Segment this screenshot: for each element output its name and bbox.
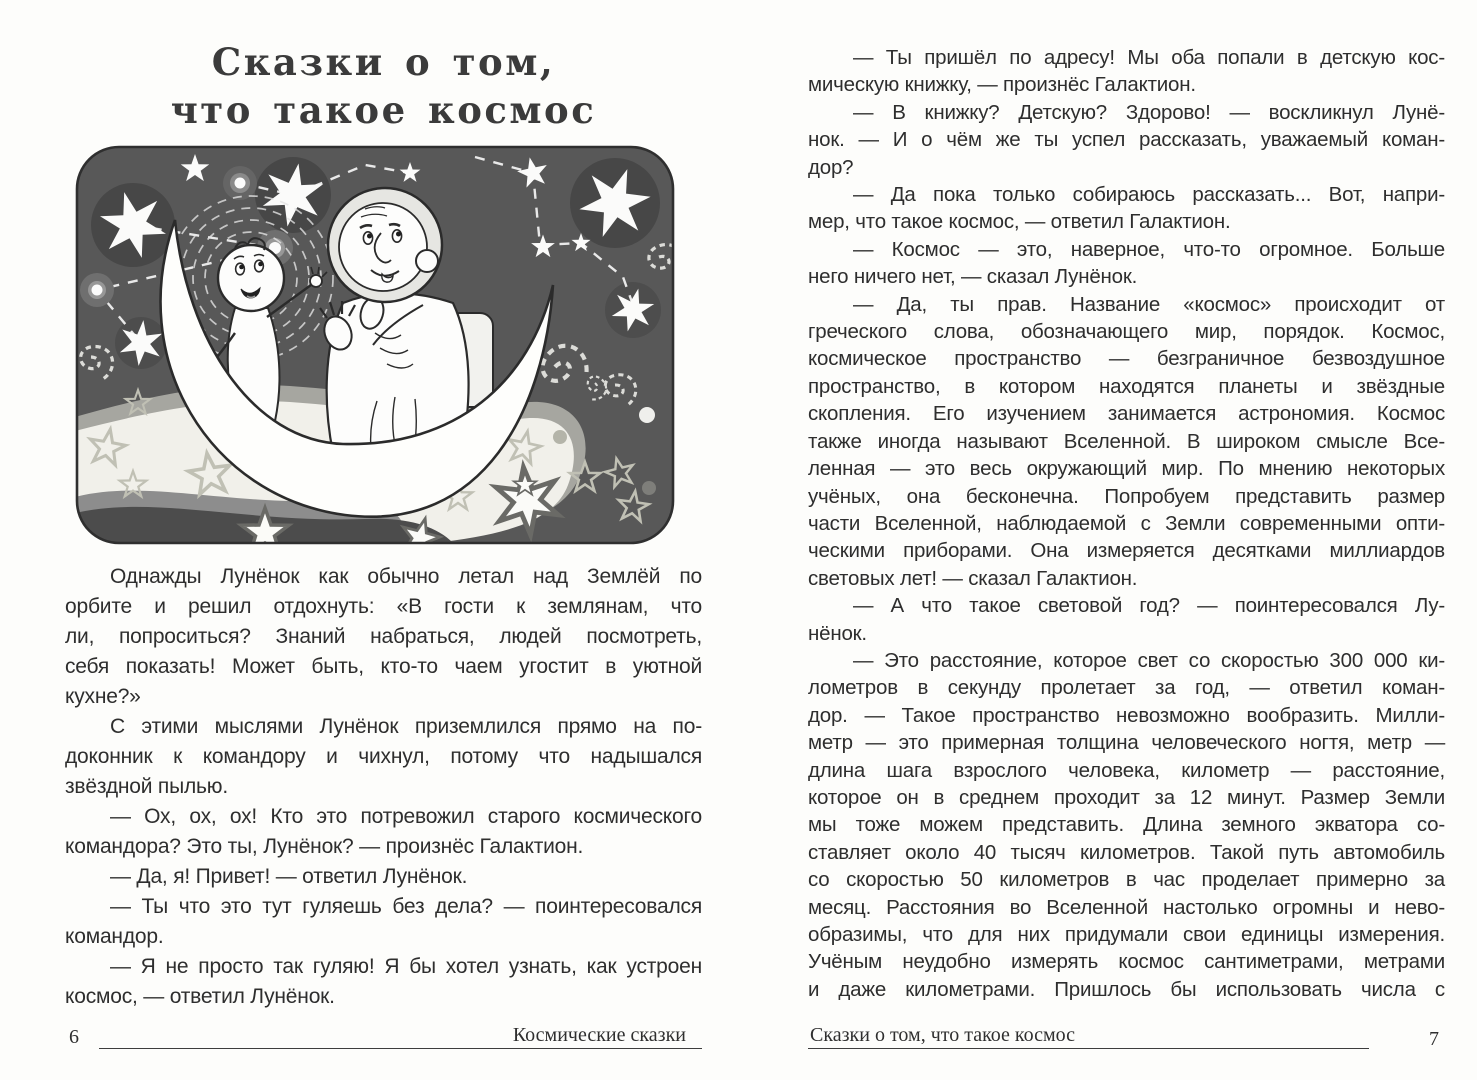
text-line: него ничего нет, — сказал Лунёнок. bbox=[808, 265, 1138, 289]
text-line: со скоростью 50 километров в час проделает примерно за bbox=[808, 868, 1445, 892]
paragraph bbox=[65, 802, 702, 862]
footer-rule-left bbox=[99, 1048, 702, 1049]
title-line-2: что такое космос bbox=[170, 88, 597, 132]
text-line: — Ты что это тут гуляешь без дела? — поинтересовался bbox=[110, 895, 702, 918]
text-line: длина шага взрослого человека, километр — расстояние, bbox=[808, 758, 1445, 782]
paragraph bbox=[808, 99, 1445, 181]
running-title-right: Сказки о том, что такое космос bbox=[810, 1024, 1076, 1046]
page-footer-left bbox=[65, 1024, 702, 1058]
story-text-left bbox=[65, 562, 702, 1012]
text-line: командора? Это ты, Лунёнок? — произнёс Галактион. bbox=[65, 835, 584, 858]
text-line: С этими мыслями Лунёнок приземлился прямо на по- bbox=[110, 715, 702, 738]
text-line: — Да, я! Привет! — ответил Лунёнок. bbox=[110, 865, 468, 888]
footer-rule-right bbox=[808, 1048, 1369, 1049]
text-line: себя показать! Может быть, кто-то чаем угостит в уютной bbox=[65, 655, 702, 678]
paragraph bbox=[65, 562, 702, 712]
text-line: нёнок. bbox=[808, 621, 867, 645]
page-number-left: 6 bbox=[69, 1026, 79, 1048]
text-line: греческого слова, обозначающего мир, порядок. Космос, bbox=[808, 320, 1445, 344]
text-line: дор? bbox=[808, 155, 854, 179]
text-line: — Ты пришёл по адресу! Мы оба попали в детскую кос- bbox=[853, 46, 1445, 69]
text-line: части Вселенной, наблюдаемой с Земли современными опти- bbox=[808, 511, 1445, 535]
paragraph bbox=[65, 952, 702, 1012]
text-line: учёных, она бесконечна. Попробуем представить размер bbox=[808, 484, 1445, 508]
running-title-left: Космические сказки bbox=[512, 1024, 686, 1046]
text-line: ставляет около 40 тысяч километров. Такой путь автомобиль bbox=[808, 840, 1445, 864]
page-left bbox=[65, 0, 702, 1080]
text-line: световых лет! — сказал Галактион. bbox=[808, 566, 1138, 590]
text-line: — Да, ты прав. Название «космос» происходит от bbox=[853, 292, 1445, 316]
text-line: мы тоже можем представить. Длина земного экватора со- bbox=[808, 813, 1445, 837]
text-line: мическую книжку, — произнёс Галактион. bbox=[808, 73, 1196, 97]
text-line: космическое пространство — безграничное безвоздушное bbox=[808, 347, 1445, 371]
text-line: ли, попроситься? Знаний набраться, людей посмотреть, bbox=[65, 625, 702, 648]
text-line: месяц. Расстояния во Вселенной настолько огромны и нево- bbox=[808, 895, 1445, 919]
paragraph bbox=[65, 862, 702, 892]
text-line: — В книжку? Детскую? Здорово! — воскликнул Лунё- bbox=[853, 100, 1445, 124]
text-line: ленная — это весь окружающий мир. По мнению некоторых bbox=[808, 457, 1445, 481]
paragraph bbox=[808, 291, 1445, 592]
paragraph bbox=[808, 647, 1445, 1003]
title-line-1: Сказки о том, bbox=[211, 40, 556, 84]
text-line: — Я не просто так гуляю! Я бы хотел узнать, как устроен bbox=[110, 955, 702, 978]
text-line: командор. bbox=[65, 925, 164, 948]
story-text-right bbox=[808, 44, 1445, 1003]
text-line: лометров в секунду пролетает за год, — ответил коман- bbox=[808, 676, 1445, 700]
text-line: звёздной пылью. bbox=[65, 775, 228, 798]
text-line: кухне?» bbox=[65, 685, 141, 708]
paragraph bbox=[808, 236, 1445, 291]
paragraph bbox=[808, 592, 1445, 647]
text-line: дор. — Такое пространство невозможно вообразить. Милли- bbox=[808, 703, 1445, 727]
page-number-right: 7 bbox=[1429, 1028, 1439, 1050]
text-line: — Да пока только собираюсь рассказать... Вот, напри- bbox=[853, 183, 1445, 207]
page-right bbox=[808, 0, 1445, 1080]
text-line: и даже километрами. Пришлось бы использовать числа с bbox=[808, 977, 1445, 1001]
text-line: — Это расстояние, которое свет со скоростью 300 000 ки- bbox=[853, 648, 1445, 672]
text-line: космос, — ответил Лунёнок. bbox=[65, 985, 335, 1008]
text-line: которое он в среднем проходит за 12 минут. Размер Земли bbox=[808, 785, 1445, 809]
text-line: ческими приборами. Она измеряется десятками миллиардов bbox=[808, 539, 1445, 563]
moon-cosmonaut-illustration bbox=[75, 145, 675, 545]
text-line: пространство, в котором находятся планеты и звёздные bbox=[808, 374, 1445, 398]
paragraph bbox=[808, 181, 1445, 236]
page-title bbox=[65, 38, 702, 134]
text-line: Однажды Лунёнок как обычно летал над Землёй по bbox=[110, 565, 702, 588]
paragraph bbox=[65, 712, 702, 802]
text-line: скопления. Его изучением занимается астрономия. Космос bbox=[808, 402, 1445, 426]
illustration-svg bbox=[75, 145, 675, 545]
text-line: также иногда называют Вселенной. В широком смысле Все- bbox=[808, 429, 1445, 453]
text-line: — Космос — это, наверное, что-то огромное. Больше bbox=[853, 237, 1445, 261]
text-line: орбите и решил отдохнуть: «В гости к землянам, что bbox=[65, 595, 702, 618]
paragraph bbox=[808, 44, 1445, 99]
page-footer-right bbox=[808, 1024, 1445, 1058]
paragraph bbox=[65, 892, 702, 952]
text-line: нок. — И о чём же ты успел рассказать, уважаемый коман- bbox=[808, 128, 1445, 152]
text-line: мер, что такое космос, — ответил Галактион. bbox=[808, 210, 1231, 234]
text-line: — А что такое световой год? — поинтересовался Лу- bbox=[853, 594, 1445, 618]
text-line: метр — это примерная толщина человеческого ногтя, метр — bbox=[808, 731, 1445, 755]
text-line: доконник к командору и чихнул, потому что надышался bbox=[65, 745, 702, 768]
text-line: — Ох, ох, ох! Кто это потревожил старого космического bbox=[110, 805, 702, 828]
text-line: Учёным неудобно измерять космос сантиметрами, метрами bbox=[808, 950, 1445, 974]
text-line: образимы, что для них придумали свои единицы измерения. bbox=[808, 923, 1445, 946]
